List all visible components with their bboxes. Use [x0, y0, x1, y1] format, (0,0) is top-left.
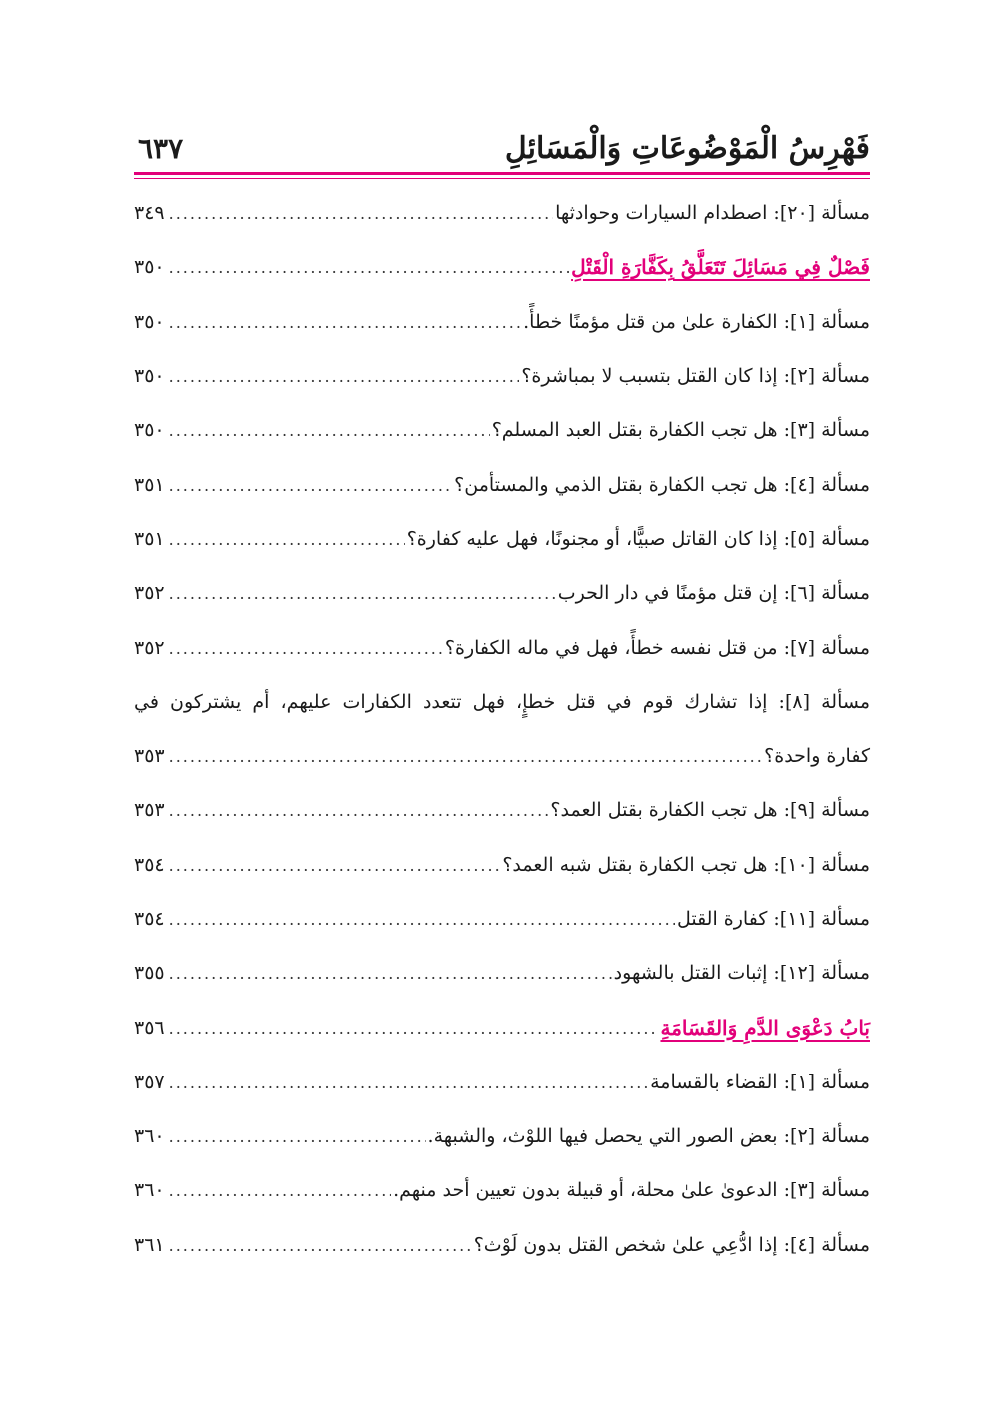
- leader-dots: [169, 798, 549, 822]
- toc-entry[interactable]: [134, 1109, 870, 1163]
- toc-entry-page: ٣٦٠: [134, 1125, 165, 1148]
- toc-entry-label: مسألة [٢]: بعض الصور التي يحصل فيها اللوْث، والشبهة.: [427, 1125, 870, 1148]
- toc-entry-page: ٣٥٢: [134, 636, 165, 659]
- toc-entry-page: ٣٥٧: [134, 1070, 165, 1093]
- leader-dots: [169, 1233, 472, 1257]
- toc-entry-label: مسألة [٥]: إذا كان القاتل صبيًّا، أو مجنونًا، فهل عليه كفارة؟: [406, 527, 870, 550]
- toc-entry-label: مسألة [٢٠]: اصطدام السيارات وحوادثها: [555, 202, 870, 225]
- toc-entry[interactable]: [134, 946, 870, 1000]
- toc-entry-page: ٣٥٠: [134, 365, 165, 388]
- toc-entry[interactable]: [134, 186, 870, 240]
- toc-entry[interactable]: [134, 892, 870, 946]
- toc-entry-label: مسألة [١١]: كفارة القتل: [676, 908, 870, 930]
- toc-entry-page: ٣٥١: [134, 473, 165, 496]
- page-number: ٦٣٧: [138, 132, 184, 165]
- toc-entry-page: ٣٦١: [134, 1233, 165, 1256]
- leader-dots: [169, 581, 556, 605]
- toc-entry[interactable]: [134, 457, 870, 511]
- toc-section-label: فَصْلٌ فِي مَسَائِلَ تَتَعَلَّقُ بِكَفَّارَةِ الْقَتْلِ: [571, 255, 870, 280]
- toc-entry-label: مسألة [١]: القضاء بالقسامة: [650, 1070, 870, 1093]
- toc-entry[interactable]: [134, 1163, 870, 1217]
- toc-section-heading[interactable]: [134, 240, 870, 294]
- leader-dots: [169, 636, 443, 660]
- toc-entry[interactable]: [134, 783, 870, 837]
- toc-chapter-label: بَابُ دَعْوَى الدَّمِ وَالقَسَامَةِ: [660, 1015, 870, 1040]
- toc-entry-label: مسألة [٧]: من قتل نفسه خطأً، فهل في ماله الكفارة؟: [444, 636, 870, 659]
- toc-entry-page: ٣٥١: [134, 527, 165, 550]
- toc-entry-label: كفارة واحدة؟: [764, 745, 870, 768]
- toc-entry-label: مسألة [٦]: إن قتل مؤمنًا في دار الحرب: [557, 582, 870, 605]
- toc-entry-label: مسألة [١]: الكفارة علىٰ من قتل مؤمنًا خطأً.: [523, 310, 870, 333]
- toc-entry-page: ٣٥٠: [134, 419, 165, 442]
- toc-entry-page: ٣٥٢: [134, 582, 165, 605]
- toc-entry[interactable]: [134, 838, 870, 892]
- toc-entry-label: مسألة [٣]: الدعوىٰ علىٰ محلة، أو قبيلة بدون تعيين أحد منهم.: [393, 1179, 870, 1202]
- toc-entry[interactable]: [134, 1055, 870, 1109]
- toc-entry-continuation[interactable]: [134, 729, 870, 783]
- leader-dots: [169, 201, 553, 225]
- toc-entry-page: ٣٥٠: [134, 256, 165, 279]
- page-header: [134, 128, 870, 170]
- toc-entry-label: مسألة [٩]: هل تجب الكفارة بقتل العمد؟: [550, 799, 870, 822]
- header-rule-thin: [134, 178, 870, 179]
- running-title: فَهْرِسُ الْمَوْضُوعَاتِ وَالْمَسَائِلِ: [504, 131, 870, 166]
- toc-entry-first-line[interactable]: [134, 675, 870, 729]
- toc-entry-label: مسألة [٨]: إذا تشارك قوم في قتل خطإٍ، فهل تتعدد الكفارات عليهم، أم يشتركون في: [134, 690, 871, 713]
- leader-dots: [169, 527, 405, 551]
- leader-dots: [169, 744, 763, 768]
- toc-entry[interactable]: [134, 295, 870, 349]
- toc-entry-page: ٣٥٥: [134, 962, 165, 985]
- toc-entry-page: ٣٥٣: [134, 745, 165, 768]
- leader-dots: [169, 961, 612, 985]
- toc-entry-page: ٣٥٣: [134, 799, 165, 822]
- toc-entry-label: مسألة [٤]: هل تجب الكفارة بقتل الذمي والمستأمن؟: [454, 473, 870, 496]
- toc-entry-page: ٣٥٤: [134, 853, 165, 876]
- table-of-contents: [134, 186, 870, 1272]
- toc-entry-page: ٣٥٦: [134, 1016, 165, 1039]
- toc-entry[interactable]: [134, 566, 870, 620]
- leader-dots: [169, 907, 675, 931]
- header-rule-thick: [134, 172, 870, 175]
- toc-entry-page: ٣٥٤: [134, 908, 165, 930]
- leader-dots: [169, 1124, 426, 1148]
- toc-entry[interactable]: [134, 512, 870, 566]
- leader-dots: [169, 364, 520, 388]
- leader-dots: [169, 418, 490, 442]
- leader-dots: [169, 255, 569, 279]
- toc-entry-label: مسألة [١٢]: إثبات القتل بالشهود: [613, 962, 870, 985]
- toc-entry[interactable]: [134, 620, 870, 674]
- toc-entry-label: مسألة [٢]: إذا كان القتل بتسبب لا بمباشرة؟: [521, 365, 870, 388]
- leader-dots: [169, 473, 453, 497]
- toc-entry[interactable]: [134, 403, 870, 457]
- leader-dots: [169, 1016, 659, 1040]
- leader-dots: [169, 1178, 391, 1202]
- toc-entry[interactable]: [134, 1218, 870, 1272]
- toc-entry-page: ٣٤٩: [134, 202, 165, 225]
- leader-dots: [169, 853, 501, 877]
- toc-chapter-heading[interactable]: [134, 1000, 870, 1054]
- toc-entry-label: مسألة [١٠]: هل تجب الكفارة بقتل شبه العمد؟: [502, 853, 870, 876]
- toc-entry-label: مسألة [٤]: إذا ادُّعِي علىٰ شخص القتل بدون لَوْث؟: [473, 1233, 870, 1256]
- leader-dots: [169, 1070, 648, 1094]
- toc-entry-page: ٣٦٠: [134, 1179, 165, 1202]
- toc-entry-label: مسألة [٣]: هل تجب الكفارة بقتل العبد المسلم؟: [491, 419, 870, 442]
- leader-dots: [169, 310, 522, 334]
- toc-entry[interactable]: [134, 349, 870, 403]
- toc-entry-page: ٣٥٠: [134, 310, 165, 333]
